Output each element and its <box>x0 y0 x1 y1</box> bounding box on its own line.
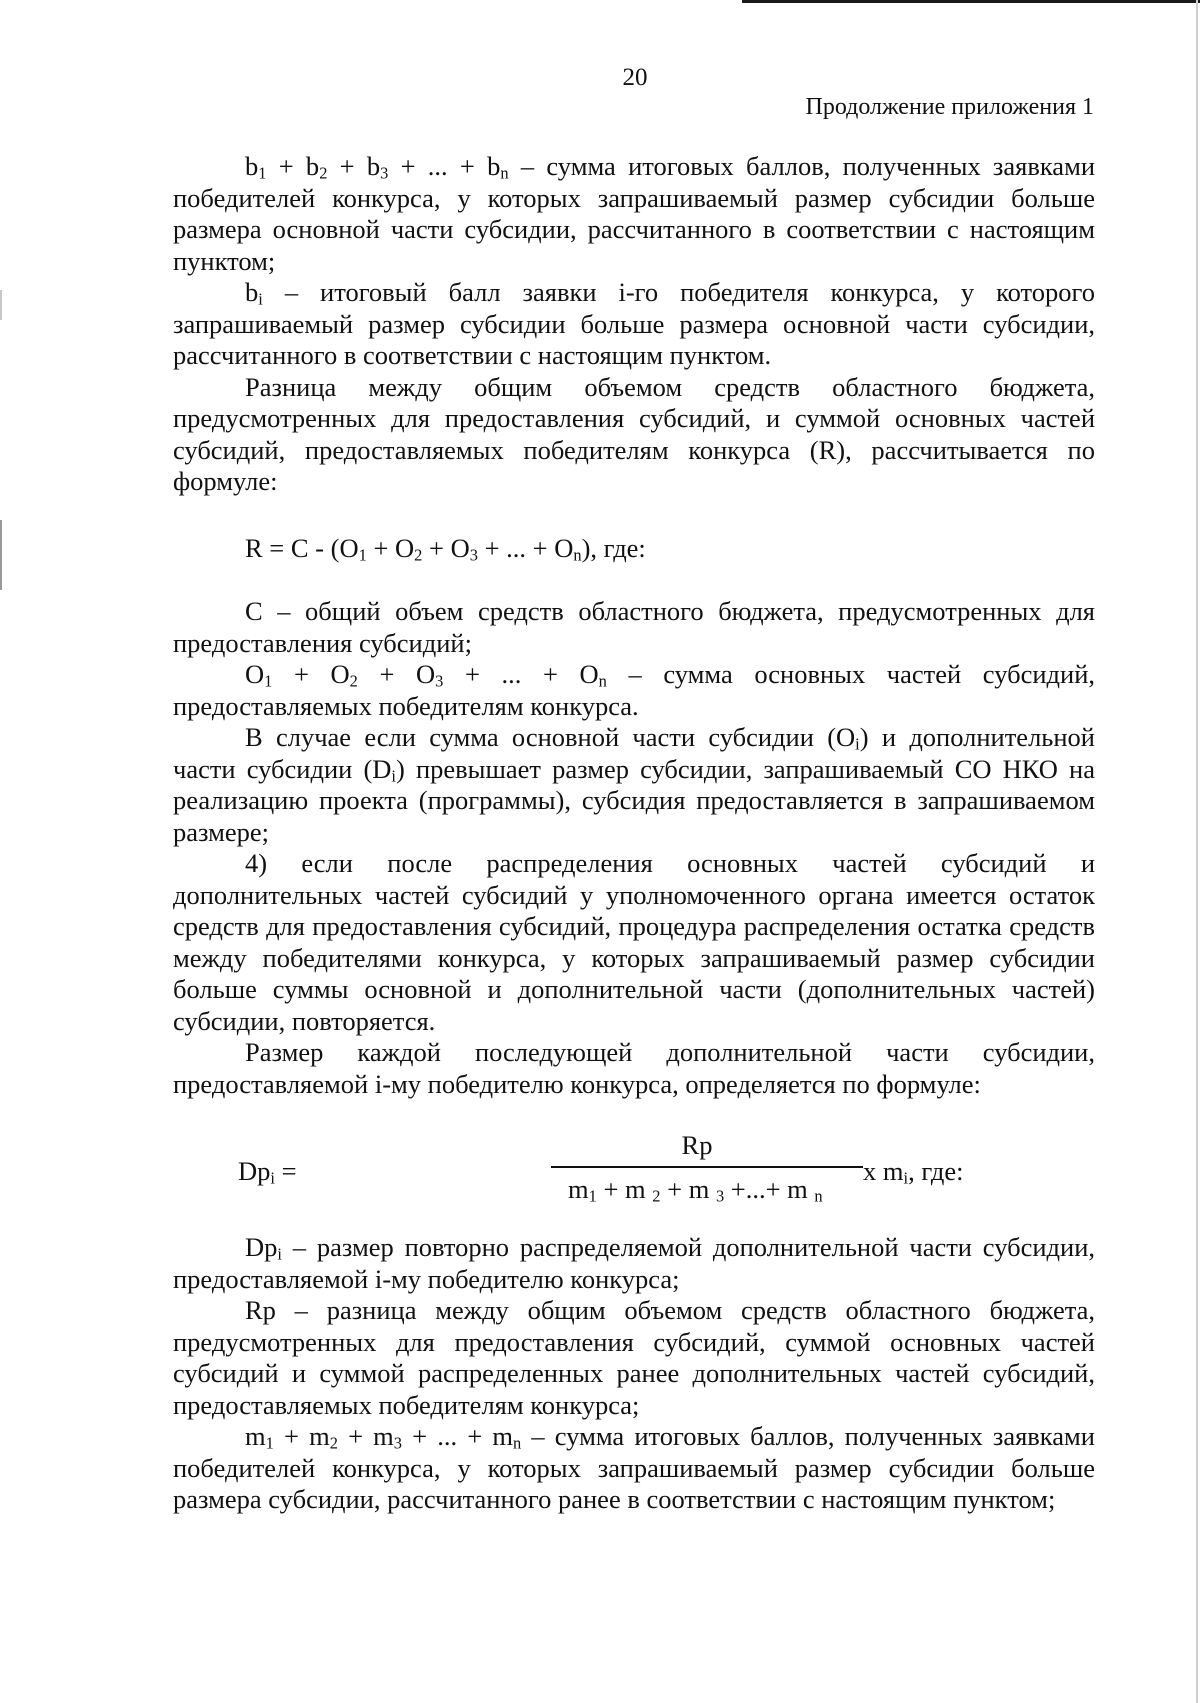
page-number: 20 <box>622 64 648 91</box>
formula-r-suffix: , где: <box>590 533 646 563</box>
formula-dp-lhs: $Dp_i$ = <box>238 1156 297 1188</box>
case-text-a: В случае если сумма основной части субсидии (O <box>245 722 856 752</box>
formula-dp-fraction-bar <box>551 1166 863 1168</box>
scan-edge-line-top <box>742 0 1200 3</box>
formula-dp-rhs-tail: , где: <box>908 1156 964 1186</box>
paragraph-b-sum: $b_1 + b_2 + b_3$ + ... + $b_n$ – сумма итоговых баллов, полученных заявками победителей конкурса, у которых запрашиваемый размер субсидии больше размера основной части субсидии, рассчитанного в соответствии с настоящим пунктом; <box>173 151 1096 276</box>
paragraph-case-exceeds: В случае если сумма основной части субсидии $(O_i)$ и дополнительной части субсидии $(D_i)$ превышает размер субсидии, запрашиваемый СО НКО на реализацию проекта (программы), субсидия предоставляется в запрашиваемом размере; <box>173 722 1095 847</box>
paragraph-o-sum: $O_1 + O_2 + O_3$ + ... + $O_n$ – сумма основных частей субсидий, предоставляемых победителям конкурса. <box>173 659 1095 721</box>
paragraph-dp-definition: $Dp_i$ – размер повторно распределяемой дополнительной части субсидии, предоставляемой i-му победителю конкурса; <box>173 1232 1096 1294</box>
formula-dp-denominator: $m_1 + m$ $_2$ + m $_3$ +...+ m $_n$ <box>568 1174 823 1206</box>
scan-edge-mark-left-upper <box>0 290 2 320</box>
paragraph-o-sum-text: – сумма основных частей субсидий, предоставляемых победителям конкурса. <box>173 659 1095 721</box>
paragraph-dp-definition-text: – размер повторно распределяемой дополнительной части субсидии, предоставляемой i-му победителю конкурса; <box>173 1232 1096 1294</box>
paragraph-b-i: $b_i$ – итоговый балл заявки i-го победителя конкурса, у которого запрашиваемый размер субсидии больше размера основной части субсидии, рассчитанного в соответствии с настоящим пунктом. <box>173 277 1096 370</box>
text-block-1 <box>173 151 1095 498</box>
paragraph-b-i-text: – итоговый балл заявки i-го победителя конкурса, у которого запрашиваемый размер субсидии больше размера основной части субсидии, рассчитанного в соответствии с настоящим пунктом. <box>173 277 1096 370</box>
formula-r: $R = C - (O_1 + O_2 + O_3$ + ... + $O_n$), где: <box>245 533 646 565</box>
paragraph-difference-r: Разница между общим объемом средств областного бюджета, предусмотренных для предоставления субсидий, и суммой основных частей субсидий, предоставляемых победителям конкурса (R), рассчитывается по формуле: <box>173 371 1095 496</box>
formula-dp <box>238 1130 964 1210</box>
text-block-2 <box>173 596 1095 1100</box>
text-block-3 <box>173 1232 1095 1516</box>
paragraph-m-sum: $m_1 + m_2 + m_3$ + ... + $m_n$ – сумма итоговых баллов, полученных заявками победителей конкурса, у которых запрашиваемый размер субсидии больше размера субсидии, рассчитанного ранее в соответствии с настоящим пунктом; <box>173 1421 1095 1514</box>
paragraph-b-sum-text: – сумма итоговых баллов, полученных заявками победителей конкурса, у которых запрашиваемый размер субсидии больше размера основной части субсидии, рассчитанного в соответствии с настоящим пунктом; <box>173 151 1096 276</box>
case-text-c: ) превышает размер субсидии, запрашиваемый СО НКО на реализацию проекта (программы), субсидия предоставляется в запрашиваемом размере; <box>173 753 1095 847</box>
paragraph-item-4: 4) если после распределения основных частей субсидий и дополнительных частей субсидий у уполномоченного органа имеется остаток средств для предоставления субсидий, процедура распределения остатка средств между победителями конкурса, у которых запрашиваемый размер субсидии больше суммы основной и дополнительной части (дополнительных частей) субсидии, повторяется. <box>173 848 1095 1036</box>
paragraph-next-part-size: Размер каждой последующей дополнительной части субсидии, предоставляемой i-му победителю конкурса, определяется по формуле: <box>173 1037 1095 1099</box>
appendix-continuation-note: Продолжение приложения 1 <box>805 94 1094 120</box>
scan-edge-mark-left <box>0 520 2 590</box>
formula-dp-numerator: Rp <box>681 1130 713 1160</box>
paragraph-c-definition: С – общий объем средств областного бюджета, предусмотренных для предоставления субсидий; <box>173 596 1095 658</box>
case-text-b: ) и дополнительной части субсидии (D <box>173 722 1095 784</box>
paragraph-m-sum-text: – сумма итоговых баллов, полученных заявками победителей конкурса, у которых запрашиваемый размер субсидии больше размера субсидии, рассчитанного ранее в соответствии с настоящим пунктом; <box>173 1421 1095 1514</box>
paragraph-rp-definition: Rp – разница между общим объемом средств областного бюджета, предусмотренных для предоставления субсидий, суммой основных частей субсидий и суммой распределенных ранее дополнительных частей субсидий, предоставляемых победителям конкурса; <box>173 1295 1095 1420</box>
formula-dp-rhs: x $m_i$, где: <box>863 1156 964 1188</box>
scan-edge-line-right <box>1196 0 1198 1703</box>
